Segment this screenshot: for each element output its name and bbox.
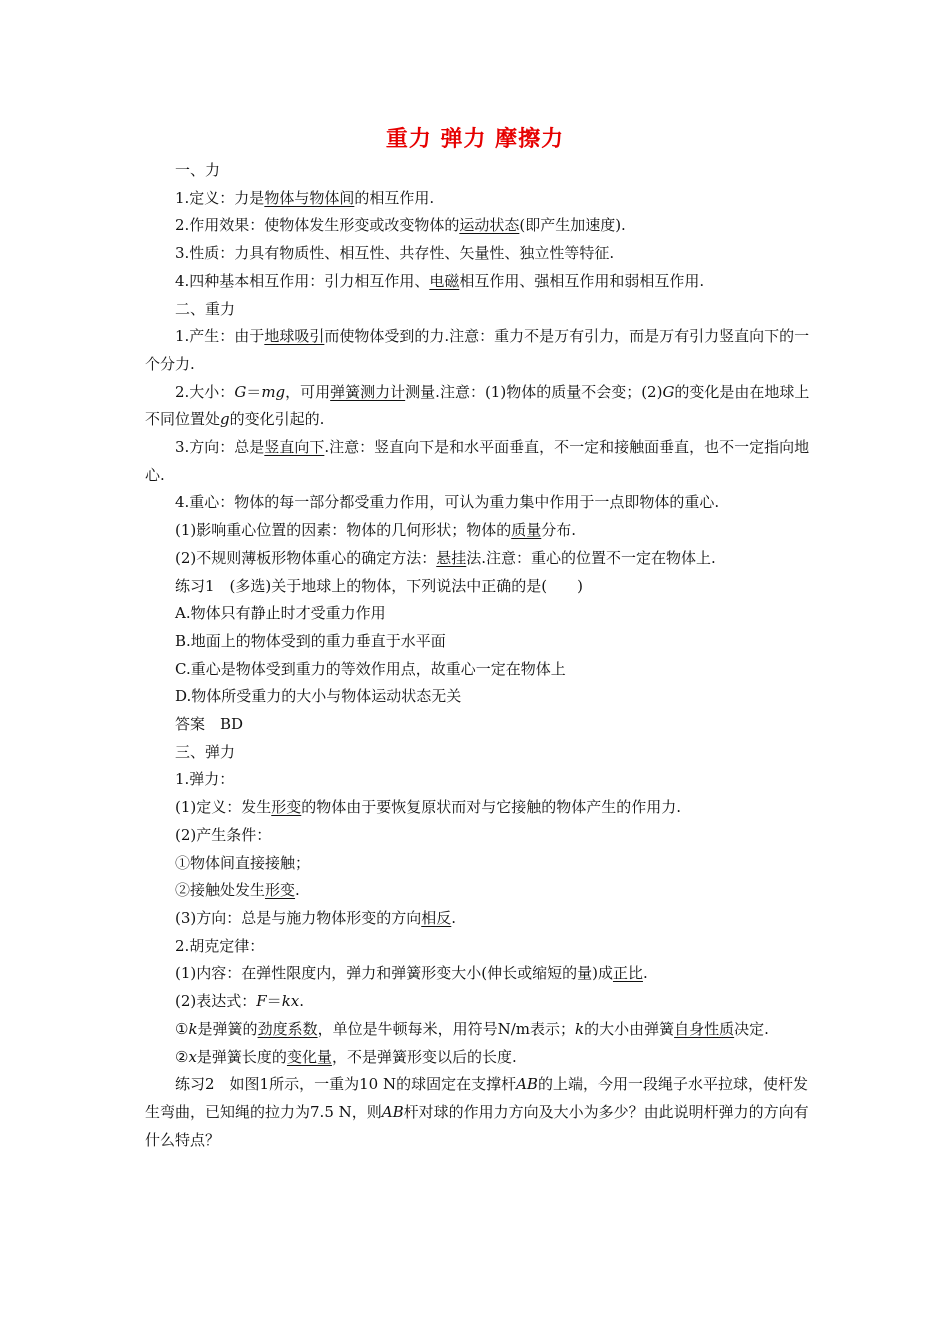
paragraph [145,545,817,573]
page-title: 重力 弹力 摩擦力 [385,126,565,152]
paragraph [145,268,817,296]
text-run: 4.四种基本相互作用：引力相互作用、 [175,271,430,290]
text-run: 答案 BD [175,715,244,734]
paragraph [145,766,817,794]
text-run: (1)内容：在弹性限度内，弹力和弹簧形变大小(伸长或缩短的量)成 [175,964,613,983]
paragraph [145,683,817,711]
paragraph [145,296,817,324]
text-run: (2)表达式： [175,992,257,1011]
text-run: 杆对球的作用力方向及大小为多少？由此说明杆弹力的方向有什么特点？ [145,1102,809,1149]
text-run: 一、力 [175,161,221,179]
text-run: . [299,992,305,1011]
text-run: 分布. [541,521,577,540]
answer-blank: 物体与物体间 [264,188,355,207]
text-run: ① [175,1019,189,1038]
text-run: 是弹簧长度的 [196,1047,287,1066]
text-run: 相互作用、强相互作用和弱相互作用. [459,271,705,290]
paragraph [145,628,817,656]
paragraph [145,600,817,628]
text-run: 的上端，今用一段绳子水平拉球，使杆发生弯曲，已知绳的拉力为7.5 N，则 [145,1075,808,1121]
math-variable: kx [281,992,300,1011]
answer-blank: 劲度系数 [257,1019,318,1038]
answer-blank: 弹簧测力计 [330,382,406,401]
text-run: 2.大小： [175,382,235,401]
paragraph [145,1016,817,1044]
answer-blank: 电磁 [429,271,460,290]
text-run: 1.定义：力是 [175,188,265,207]
paragraph [145,489,817,517]
text-run: .注意：竖直向下是和水平面垂直，不一定和接触面垂直，也不一定指向地心. [145,438,810,484]
paragraph [145,323,817,378]
text-run: 决定. [734,1019,769,1038]
text-run: B.地面上的物体受到的重力垂直于水平面 [175,631,446,650]
text-run: A.物体只有静止时才受重力作用 [175,604,386,623]
text-run: 1.弹力： [175,770,235,789]
math-variable: F [256,992,267,1011]
text-run: 2.作用效果：使物体发生形变或改变物体的 [175,216,460,235]
text-run: 3.性质：力具有物质性、相互性、共存性、矢量性、独立性等特征. [175,244,615,263]
math-variable: AB [381,1102,404,1121]
text-run: . [451,908,457,927]
text-run: D.物体所受重力的大小与物体运动状态无关 [175,687,462,706]
text-run: 的变化引起的. [229,410,325,429]
text-run: (即产生加速度). [519,216,626,235]
text-run: ①物体间直接接触； [175,853,311,872]
answer-blank: 运动状态 [459,216,520,235]
text-run: . [642,964,648,983]
paragraph [145,877,817,905]
text-run: 的物体由于要恢复原状而对与它接触的物体产生的作用力. [301,798,682,817]
text-run: 3.方向：总是 [175,438,265,457]
answer-blank: 相反 [421,908,452,927]
paragraph [145,988,817,1016]
text-run: 练习2 如图1所示，一重为10 N的球固定在支撑杆 [175,1075,517,1094]
math-variable: g [220,410,230,429]
text-run: C.重心是物体受到重力的等效作用点，故重心一定在物体上 [175,659,566,678]
paragraph [145,434,817,489]
text-run: (2)产生条件： [175,825,272,844]
document-body [145,157,817,1154]
text-run: 二、重力 [175,299,236,318]
paragraph [145,240,817,268]
text-run: 的变化是由在地球上不同位置处 [145,382,810,429]
paragraph [145,379,817,434]
text-run: ② [175,1047,189,1066]
text-run: 的相互作用. [354,188,435,207]
text-run: ②接触处发生 [175,881,266,900]
paragraph [145,933,817,961]
paragraph [145,794,817,822]
math-variable: mg [261,382,286,401]
text-run: 的大小由弹簧 [584,1019,675,1038]
answer-blank: 竖直向下 [264,438,325,457]
paragraph [145,185,817,213]
text-run: 而使物体受到的力.注意：重力不是万有引力，而是万有引力竖直向下的一个分力. [145,327,810,373]
answer-blank: 悬挂 [436,548,467,567]
text-run: (1)影响重心位置的因素：物体的几何形状；物体的 [175,521,512,540]
text-run: (3)方向：总是与施力物体形变的方向 [175,908,422,927]
paragraph [145,573,817,601]
paragraph [145,822,817,850]
paragraph [145,517,817,545]
text-run: 1.产生：由于 [175,327,265,346]
answer-blank: 质量 [511,521,542,540]
paragraph [145,711,817,739]
answer-blank: 自身性质 [674,1019,735,1038]
paragraph [145,1071,817,1154]
paragraph [145,739,817,767]
text-run: 测量.注意：(1)物体的质量不会变；(2) [405,382,663,401]
math-variable: G [662,382,675,401]
text-run: 练习1 (多选)关于地球上的物体，下列说法中正确的是( ) [175,576,583,595]
paragraph [145,656,817,684]
math-variable: k [574,1019,585,1038]
text-run: 是弹簧的 [197,1019,258,1038]
text-run: 三、弹力 [175,742,236,761]
paragraph [145,960,817,988]
math-variable: G [234,382,247,401]
text-run: 法.注意：重心的位置不一定在物体上. [466,548,716,567]
math-variable: AB [516,1075,538,1094]
answer-blank: 形变 [271,798,302,817]
math-variable: k [188,1019,198,1038]
text-run: ＝ [246,382,262,401]
text-run: ＝ [266,992,282,1011]
paragraph [145,850,817,878]
text-run: (2)不规则薄板形物体重心的确定方法： [175,548,437,567]
answer-blank: 形变 [265,881,296,900]
paragraph [145,1044,817,1072]
paragraph [145,212,817,240]
answer-blank: 地球吸引 [264,327,325,346]
text-run: ，单位是牛顿每米，用符号N/m表示； [317,1019,575,1038]
paragraph [145,157,817,185]
text-run: (1)定义：发生 [175,798,272,817]
answer-blank: 变化量 [286,1047,332,1066]
text-run: 2.胡克定律： [175,936,265,955]
text-run: 4.重心：物体的每一部分都受重力作用，可认为重力集中作用于一点即物体的重心. [175,493,720,512]
text-run: . [295,881,300,900]
text-run: ，不是弹簧形变以后的长度. [331,1047,517,1066]
answer-blank: 正比 [612,964,643,983]
math-variable: x [188,1047,197,1066]
paragraph [145,905,817,933]
text-run: ，可用 [285,382,331,401]
